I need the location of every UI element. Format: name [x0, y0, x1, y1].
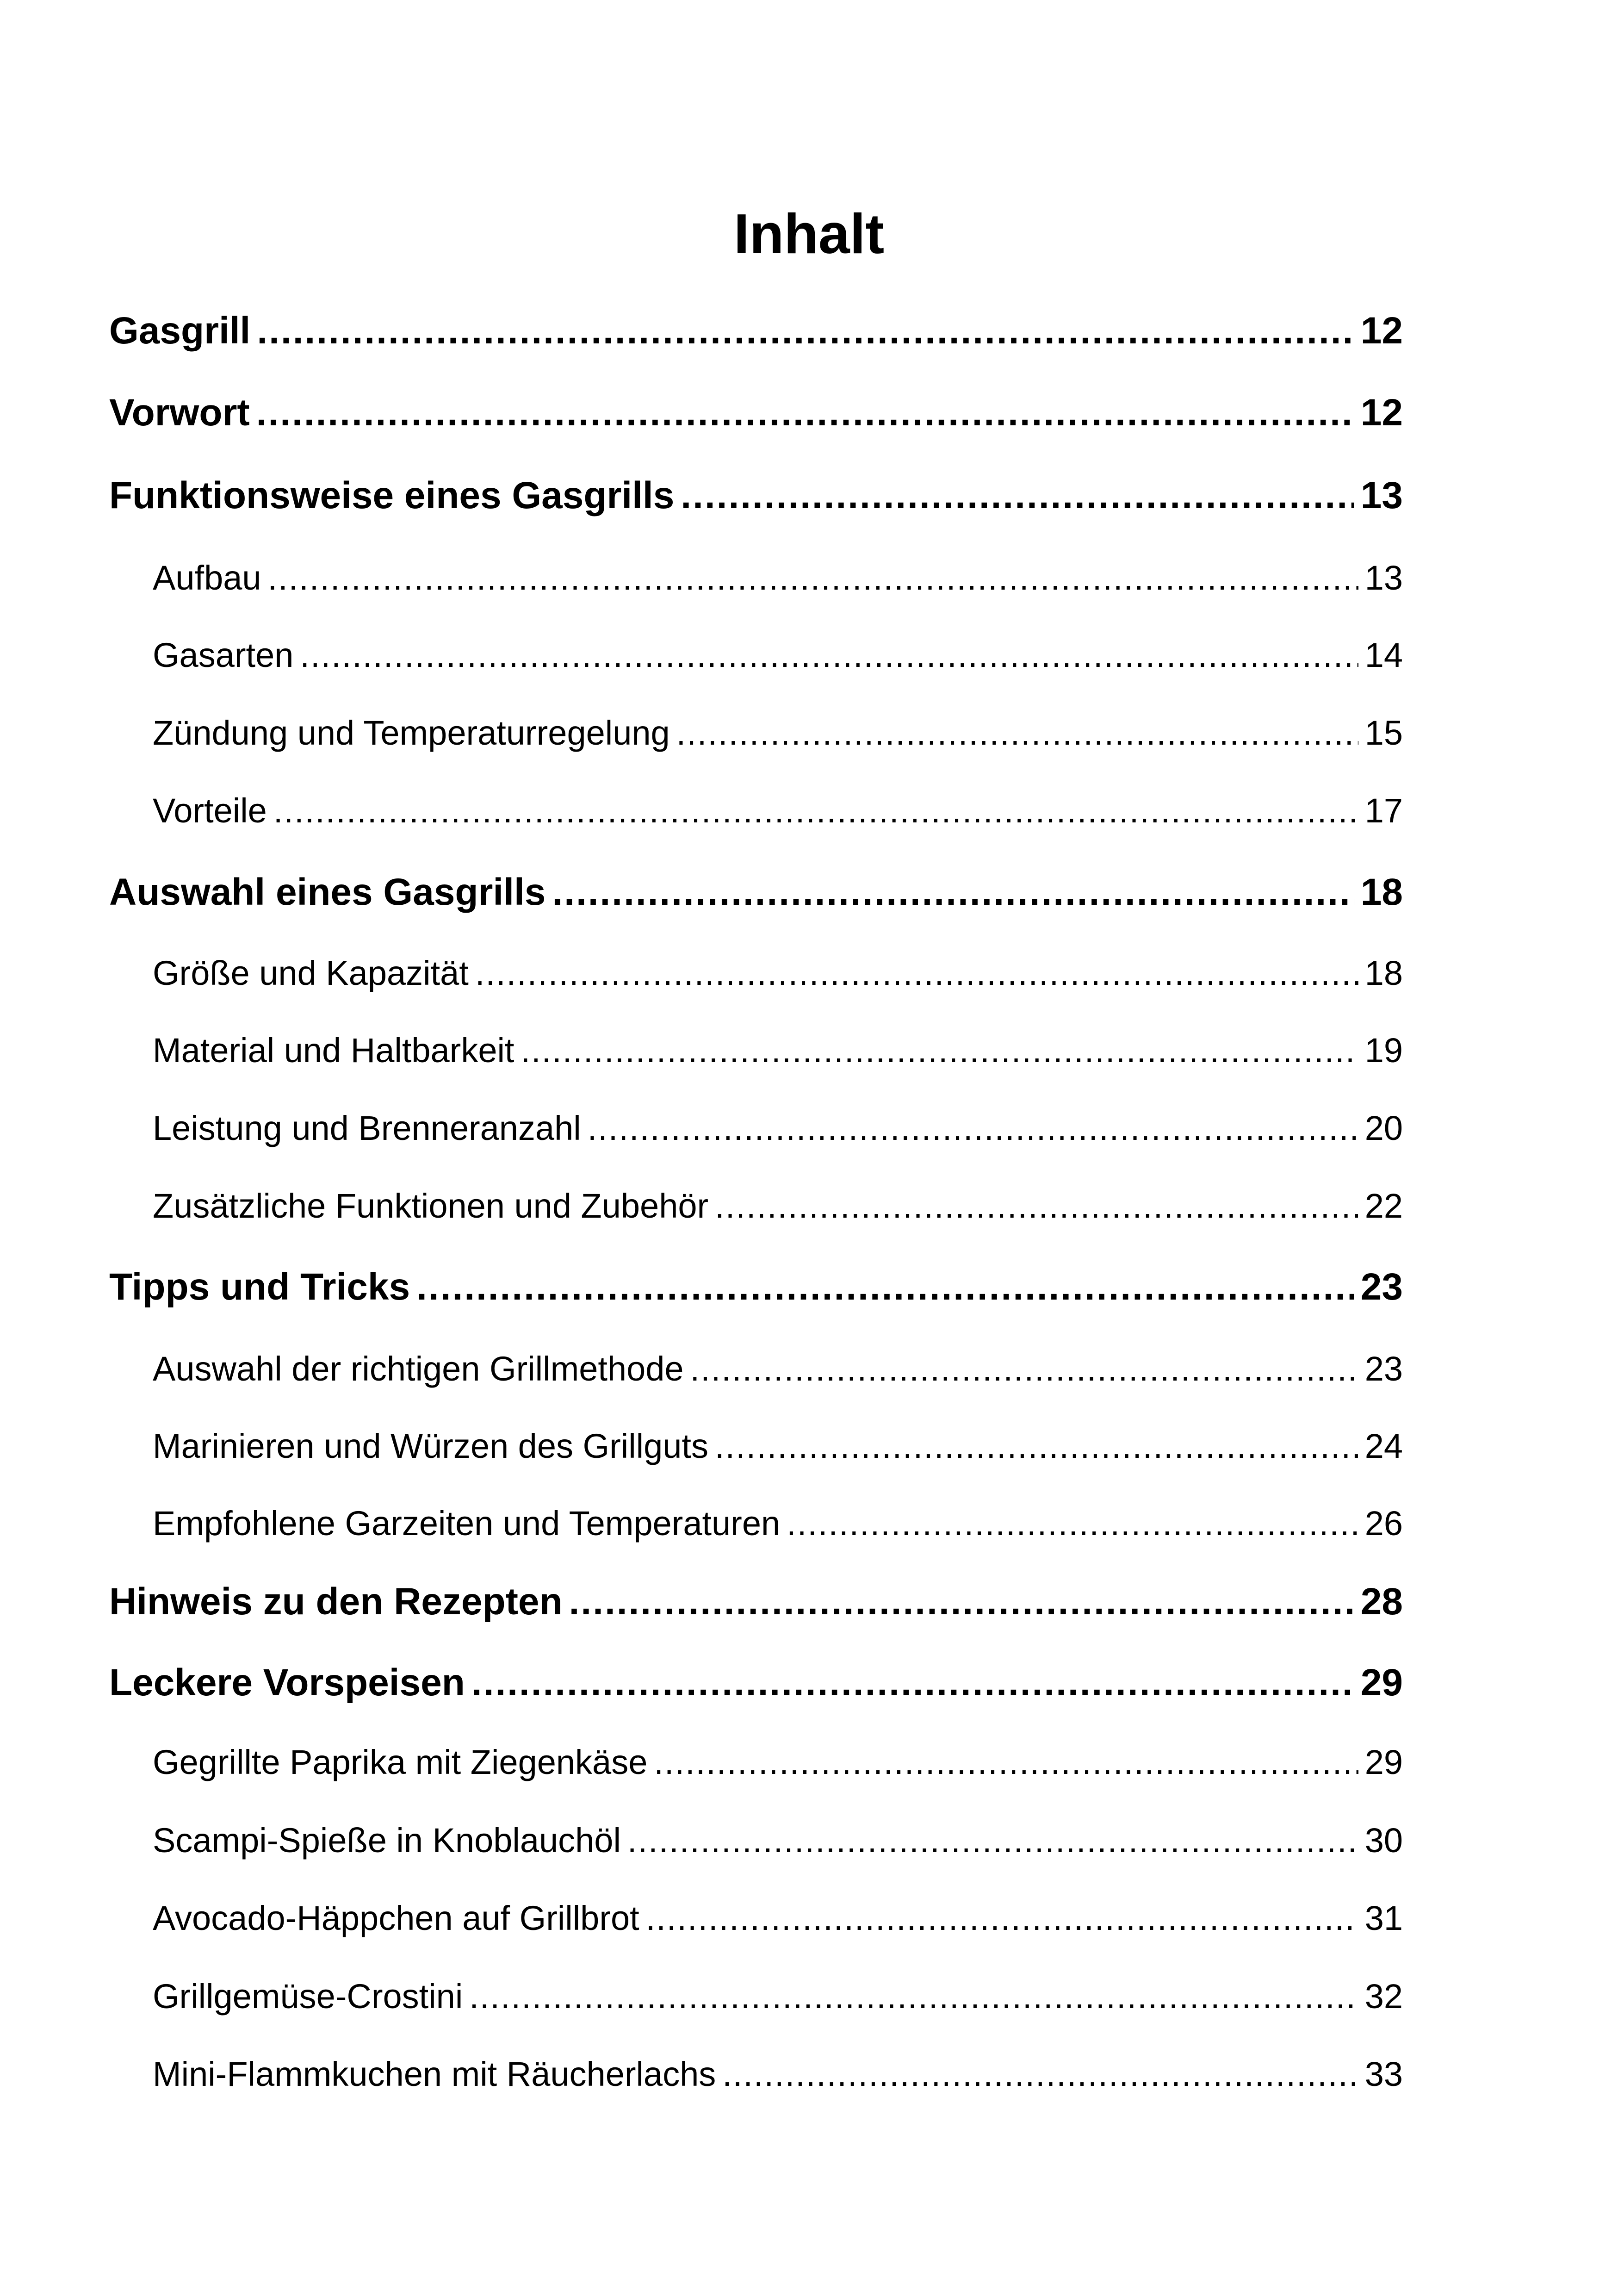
- toc-entry-page: 29: [1364, 1743, 1403, 1781]
- toc-entry-label: Gasarten: [153, 636, 294, 674]
- toc-entry-page: 20: [1364, 1109, 1403, 1147]
- toc-entry-page: 29: [1360, 1661, 1403, 1704]
- toc-entry-label: Funktionsweise eines Gasgrills: [109, 474, 675, 516]
- toc-section-entry[interactable]: [153, 1971, 1403, 2022]
- toc-entry-page: 23: [1364, 1350, 1403, 1388]
- toc-entry-label: Material und Haltbarkeit: [153, 1031, 515, 1070]
- toc-entry-label: Marinieren und Würzen des Grillguts: [153, 1427, 708, 1465]
- dot-leader: [416, 1259, 1354, 1315]
- toc-entry-page: 30: [1364, 1821, 1403, 1860]
- toc-entry-page: 12: [1360, 310, 1403, 352]
- toc-entry-page: 31: [1364, 1899, 1403, 1937]
- toc-entry-page: 13: [1360, 474, 1403, 516]
- toc-section-entry[interactable]: [153, 1421, 1403, 1472]
- toc-entry-page: 13: [1364, 559, 1403, 597]
- toc-chapter-entry[interactable]: [109, 865, 1403, 920]
- toc-chapter-entry[interactable]: [109, 1574, 1403, 1630]
- toc-entry-label: Auswahl der richtigen Grillmethode: [153, 1350, 684, 1388]
- toc-section-entry[interactable]: [153, 1893, 1403, 1944]
- dot-leader: [257, 303, 1354, 359]
- dot-leader: [654, 1737, 1358, 1788]
- dot-leader: [676, 708, 1358, 759]
- toc-chapter-entry[interactable]: [109, 303, 1403, 359]
- toc-entry-page: 19: [1364, 1031, 1403, 1070]
- toc-entry-page: 17: [1364, 791, 1403, 830]
- toc-entry-page: 24: [1364, 1427, 1403, 1465]
- dot-leader: [475, 948, 1358, 999]
- toc-entry-label: Leckere Vorspeisen: [109, 1661, 465, 1704]
- toc-entry-page: 26: [1364, 1504, 1403, 1543]
- dot-leader: [715, 1421, 1358, 1472]
- toc-entry-page: 18: [1360, 871, 1403, 913]
- dot-leader: [627, 1815, 1358, 1866]
- toc-entry-label: Grillgemüse-Crostini: [153, 1977, 463, 2016]
- toc-section-entry[interactable]: [153, 630, 1403, 681]
- dot-leader: [787, 1498, 1358, 1549]
- toc-entry-label: Tipps und Tricks: [109, 1266, 410, 1308]
- toc-entry-page: 14: [1364, 636, 1403, 674]
- toc-entry-label: Hinweis zu den Rezepten: [109, 1580, 563, 1623]
- dot-leader: [256, 385, 1354, 441]
- toc-chapter-entry[interactable]: [109, 468, 1403, 523]
- toc-entry-page: 28: [1360, 1580, 1403, 1623]
- toc-section-entry[interactable]: [153, 1815, 1403, 1866]
- toc-entry-label: Mini-Flammkuchen mit Räucherlachs: [153, 2055, 716, 2093]
- toc-entry-label: Zusätzliche Funktionen und Zubehör: [153, 1187, 709, 1225]
- toc-section-entry[interactable]: [153, 1498, 1403, 1549]
- toc-entry-page: 23: [1360, 1266, 1403, 1308]
- toc-entry-label: Auswahl eines Gasgrills: [109, 871, 546, 913]
- dot-leader: [268, 553, 1358, 604]
- toc-section-entry[interactable]: [153, 708, 1403, 759]
- toc-entry-label: Avocado-Häppchen auf Grillbrot: [153, 1899, 639, 1937]
- toc-entry-page: 32: [1364, 1977, 1403, 2016]
- dot-leader: [715, 1181, 1358, 1232]
- dot-leader: [722, 2049, 1358, 2100]
- toc-entry-label: Vorteile: [153, 791, 267, 830]
- toc-section-entry[interactable]: [153, 1737, 1403, 1788]
- toc-entry-label: Vorwort: [109, 392, 250, 434]
- dot-leader: [569, 1574, 1354, 1630]
- dot-leader: [521, 1025, 1358, 1076]
- toc-entry-label: Gegrillte Paprika mit Ziegenkäse: [153, 1743, 648, 1781]
- toc-entry-page: 22: [1364, 1187, 1403, 1225]
- toc-chapter-entry[interactable]: [109, 385, 1403, 441]
- page-title: Inhalt: [733, 202, 885, 265]
- toc-section-entry[interactable]: [153, 785, 1403, 836]
- toc-entry-label: Leistung und Brenneranzahl: [153, 1109, 581, 1147]
- toc-entry-label: Gasgrill: [109, 310, 251, 352]
- toc-entry-label: Zündung und Temperaturregelung: [153, 714, 670, 752]
- dot-leader: [471, 1655, 1354, 1711]
- toc-entry-label: Scampi-Spieße in Knoblauchöl: [153, 1821, 621, 1860]
- dot-leader: [646, 1893, 1358, 1944]
- dot-leader: [681, 468, 1354, 523]
- dot-leader: [469, 1971, 1358, 2022]
- dot-leader: [552, 865, 1354, 920]
- toc-section-entry[interactable]: [153, 553, 1403, 604]
- toc-entry-page: 12: [1360, 392, 1403, 434]
- dot-leader: [588, 1103, 1358, 1154]
- toc-entry-label: Aufbau: [153, 559, 261, 597]
- toc-entry-page: 15: [1364, 714, 1403, 752]
- toc-section-entry[interactable]: [153, 948, 1403, 999]
- toc-section-entry[interactable]: [153, 1344, 1403, 1394]
- toc-section-entry[interactable]: [153, 1181, 1403, 1232]
- dot-leader: [300, 630, 1358, 681]
- toc-section-entry[interactable]: [153, 1103, 1403, 1154]
- toc-chapter-entry[interactable]: [109, 1259, 1403, 1315]
- toc-chapter-entry[interactable]: [109, 1655, 1403, 1711]
- toc-entry-label: Größe und Kapazität: [153, 954, 469, 992]
- toc-entry-label: Empfohlene Garzeiten und Temperaturen: [153, 1504, 781, 1543]
- dot-leader: [273, 785, 1358, 836]
- toc-section-entry[interactable]: [153, 2049, 1403, 2100]
- toc-entry-page: 33: [1364, 2055, 1403, 2093]
- toc-entry-page: 18: [1364, 954, 1403, 992]
- dot-leader: [690, 1344, 1358, 1394]
- toc-section-entry[interactable]: [153, 1025, 1403, 1076]
